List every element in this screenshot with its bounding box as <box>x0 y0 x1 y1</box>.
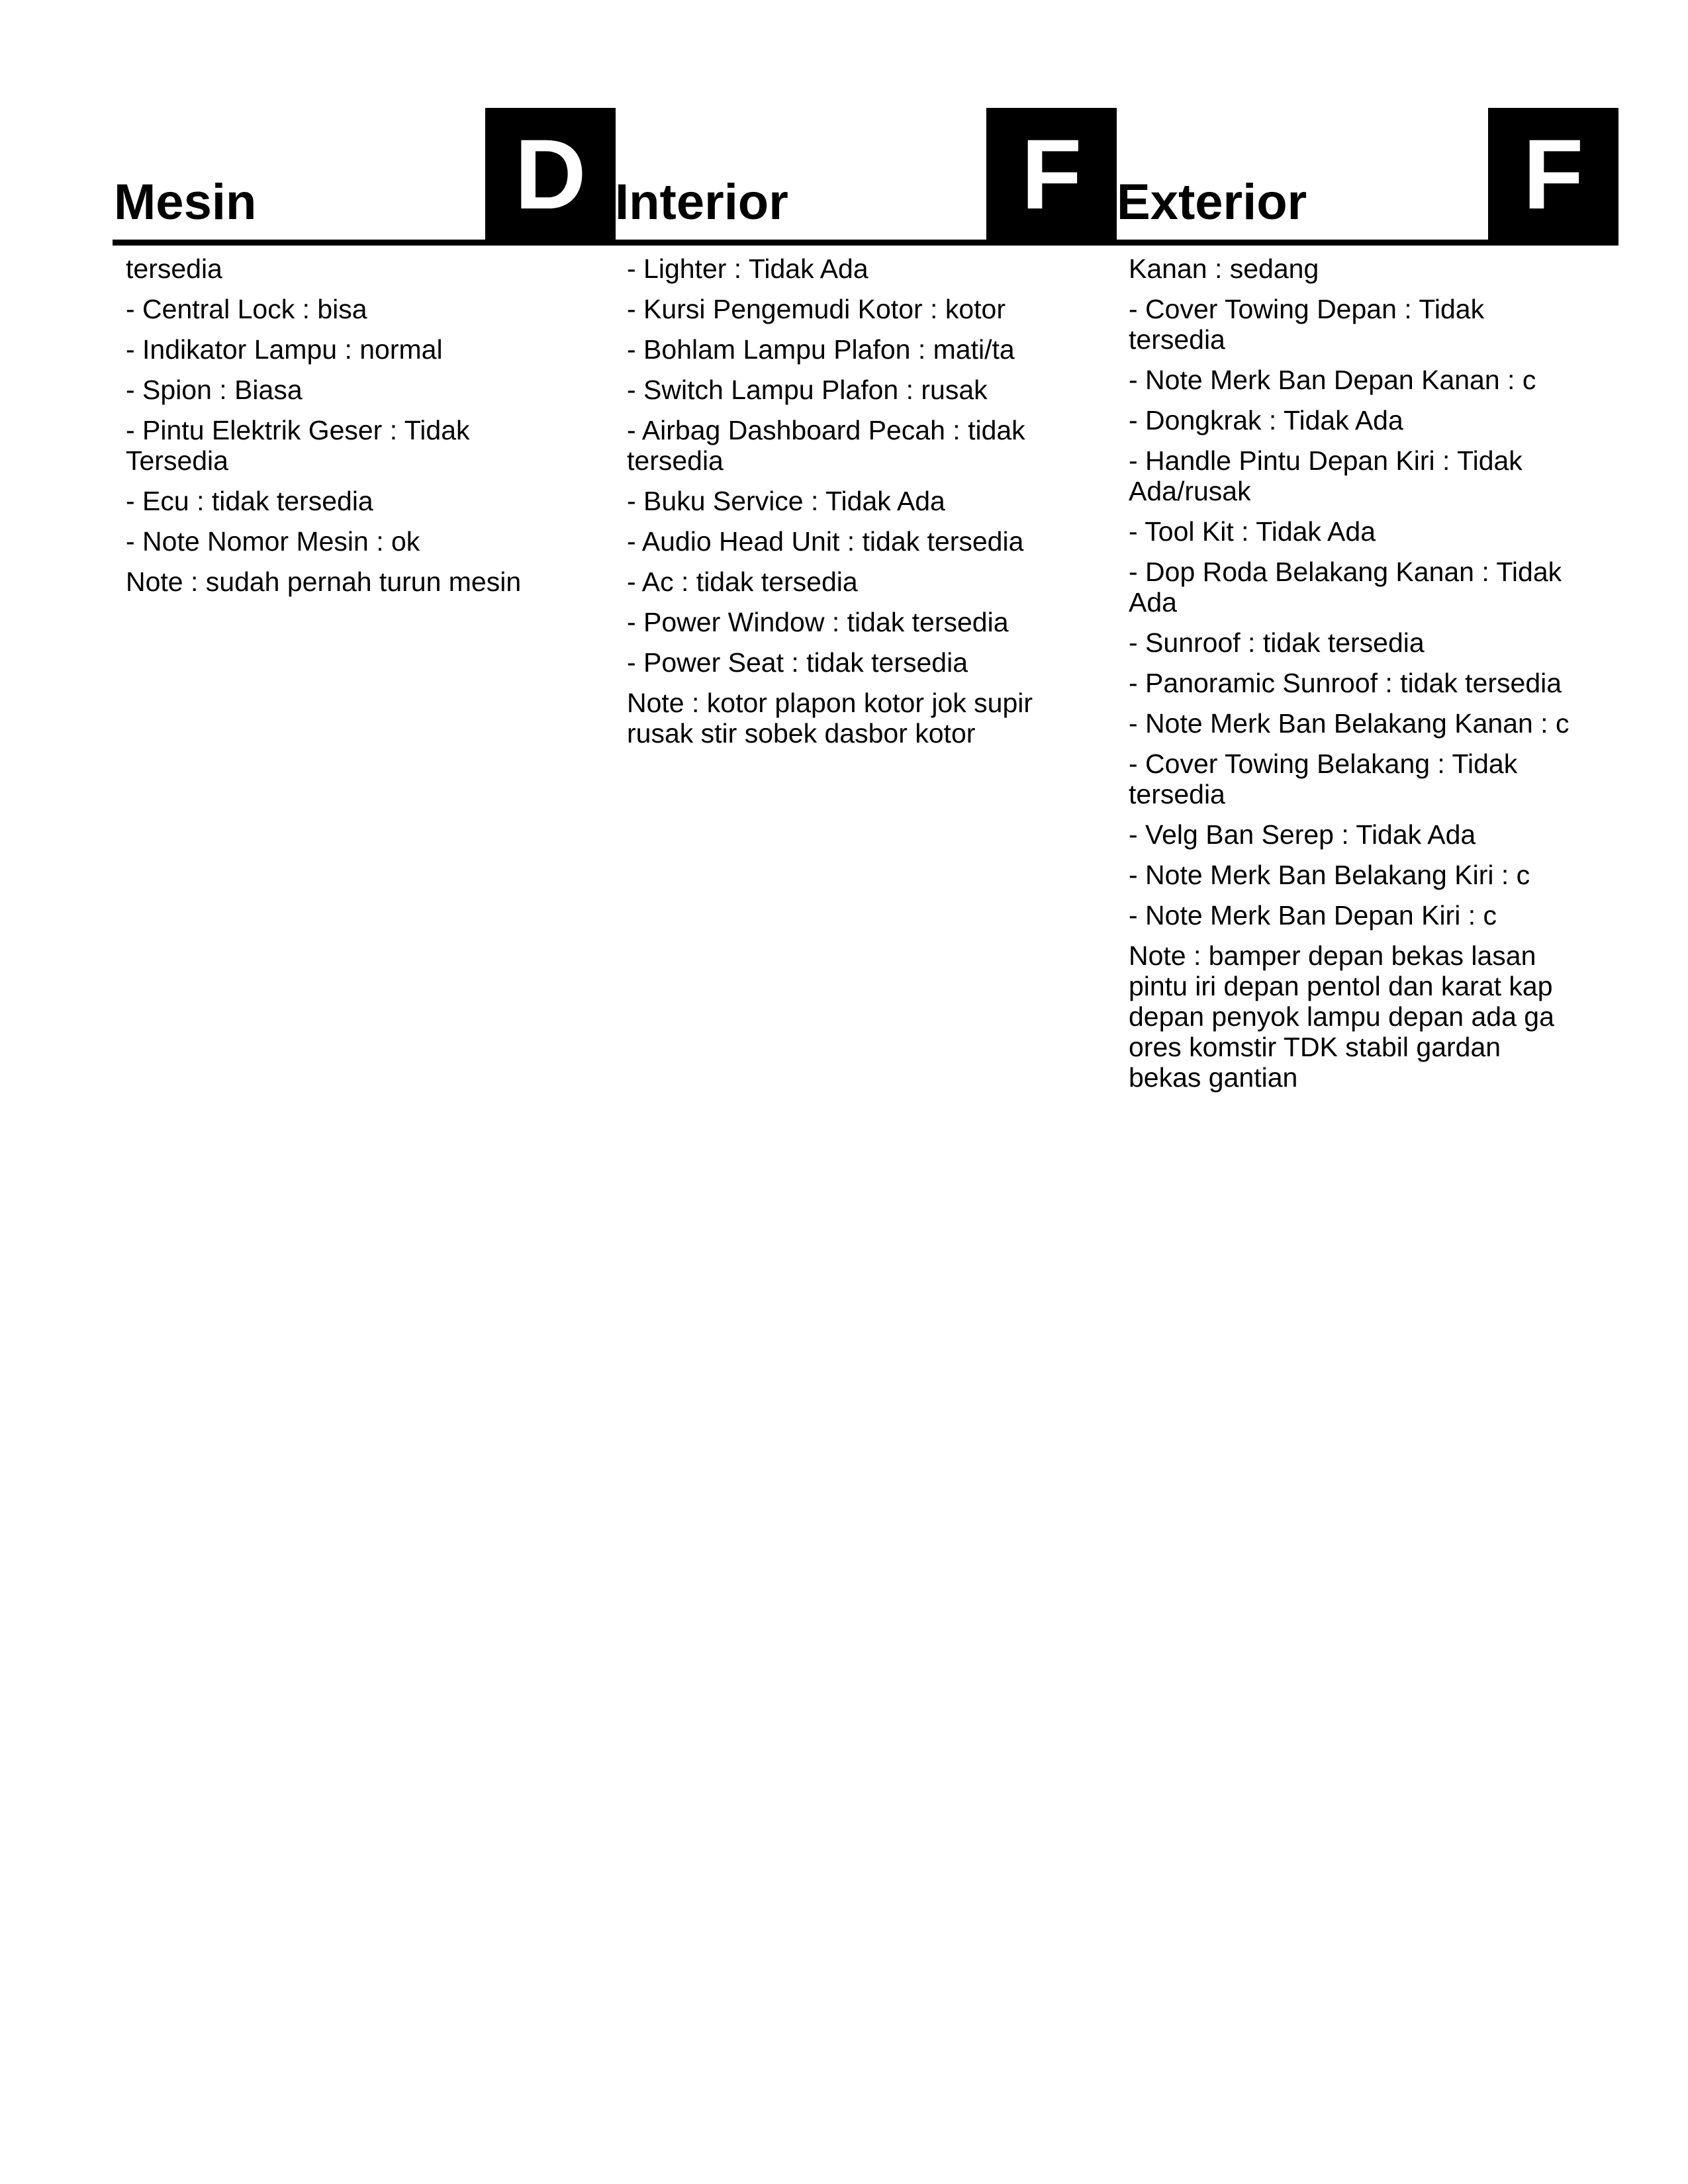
grade-badge: F <box>986 108 1117 246</box>
list-item: - Power Window : tidak tersedia <box>627 607 1009 637</box>
column-title: Mesin <box>114 174 257 230</box>
list-item: - Buku Service : Tidak Ada <box>627 486 945 516</box>
list-item: - Dop Roda Belakang Kanan : Tidak Ada <box>1129 557 1562 617</box>
column-header-mesin <box>113 108 616 246</box>
item-list <box>614 253 1117 749</box>
list-item: - Cover Towing Depan : Tidak tersedia <box>1129 294 1485 355</box>
grade-badge: F <box>1488 108 1618 246</box>
list-item: - Audio Head Unit : tidak tersedia <box>627 526 1024 557</box>
list-item: - Power Seat : tidak tersedia <box>627 647 968 678</box>
list-item: - Dongkrak : Tidak Ada <box>1129 405 1403 435</box>
list-item: - Note Merk Ban Depan Kanan : c <box>1129 365 1536 395</box>
list-item: - Panoramic Sunroof : tidak tersedia <box>1129 668 1562 698</box>
list-item: Kanan : sedang <box>1129 253 1319 284</box>
list-item: - Note Merk Ban Belakang Kiri : c <box>1129 860 1530 890</box>
list-item: - Kursi Pengemudi Kotor : kotor <box>627 294 1006 324</box>
column-header-interior <box>614 108 1117 246</box>
column-title: Interior <box>615 174 788 230</box>
note-text: Note : kotor plapon kotor jok supir rusak stir sobek dasbor kotor <box>627 688 1033 749</box>
column-header-exterior <box>1115 108 1618 246</box>
list-item: - Spion : Biasa <box>126 375 303 405</box>
list-item: - Note Merk Ban Depan Kiri : c <box>1129 900 1497 931</box>
list-item: - Handle Pintu Depan Kiri : Tidak Ada/rusak <box>1129 445 1523 506</box>
list-item: - Note Nomor Mesin : ok <box>126 526 420 557</box>
column-title: Exterior <box>1117 174 1307 230</box>
list-item: - Switch Lampu Plafon : rusak <box>627 375 988 405</box>
list-item: - Note Merk Ban Belakang Kanan : c <box>1129 708 1570 739</box>
list-item: tersedia <box>126 253 222 284</box>
list-item: - Cover Towing Belakang : Tidak tersedia <box>1129 749 1518 809</box>
note-text: Note : bamper depan bekas lasan pintu iri depan pentol dan karat kap depan penyok lampu depan ada ga ores komstir TDK stabil gardan bekas gantian <box>1129 940 1554 1093</box>
list-item: - Sunroof : tidak tersedia <box>1129 627 1425 658</box>
list-item: - Indikator Lampu : normal <box>126 334 443 365</box>
column-exterior <box>1115 108 1618 1103</box>
item-list <box>1115 253 1618 1093</box>
list-item: - Pintu Elektrik Geser : Tidak Tersedia <box>126 415 470 476</box>
item-list <box>113 253 616 597</box>
list-item: - Central Lock : bisa <box>126 294 367 324</box>
list-item: - Bohlam Lampu Plafon : mati/ta <box>627 334 1015 365</box>
list-item: - Ac : tidak tersedia <box>627 567 858 597</box>
column-mesin <box>113 108 616 607</box>
list-item: - Airbag Dashboard Pecah : tidak tersedia <box>627 415 1025 476</box>
list-item: - Velg Ban Serep : Tidak Ada <box>1129 819 1476 850</box>
list-item: - Ecu : tidak tersedia <box>126 486 373 516</box>
grade-badge: D <box>485 108 616 246</box>
list-item: - Tool Kit : Tidak Ada <box>1129 516 1376 547</box>
column-interior <box>614 108 1117 758</box>
list-item: - Lighter : Tidak Ada <box>627 253 868 284</box>
note-text: Note : sudah pernah turun mesin <box>126 567 522 597</box>
